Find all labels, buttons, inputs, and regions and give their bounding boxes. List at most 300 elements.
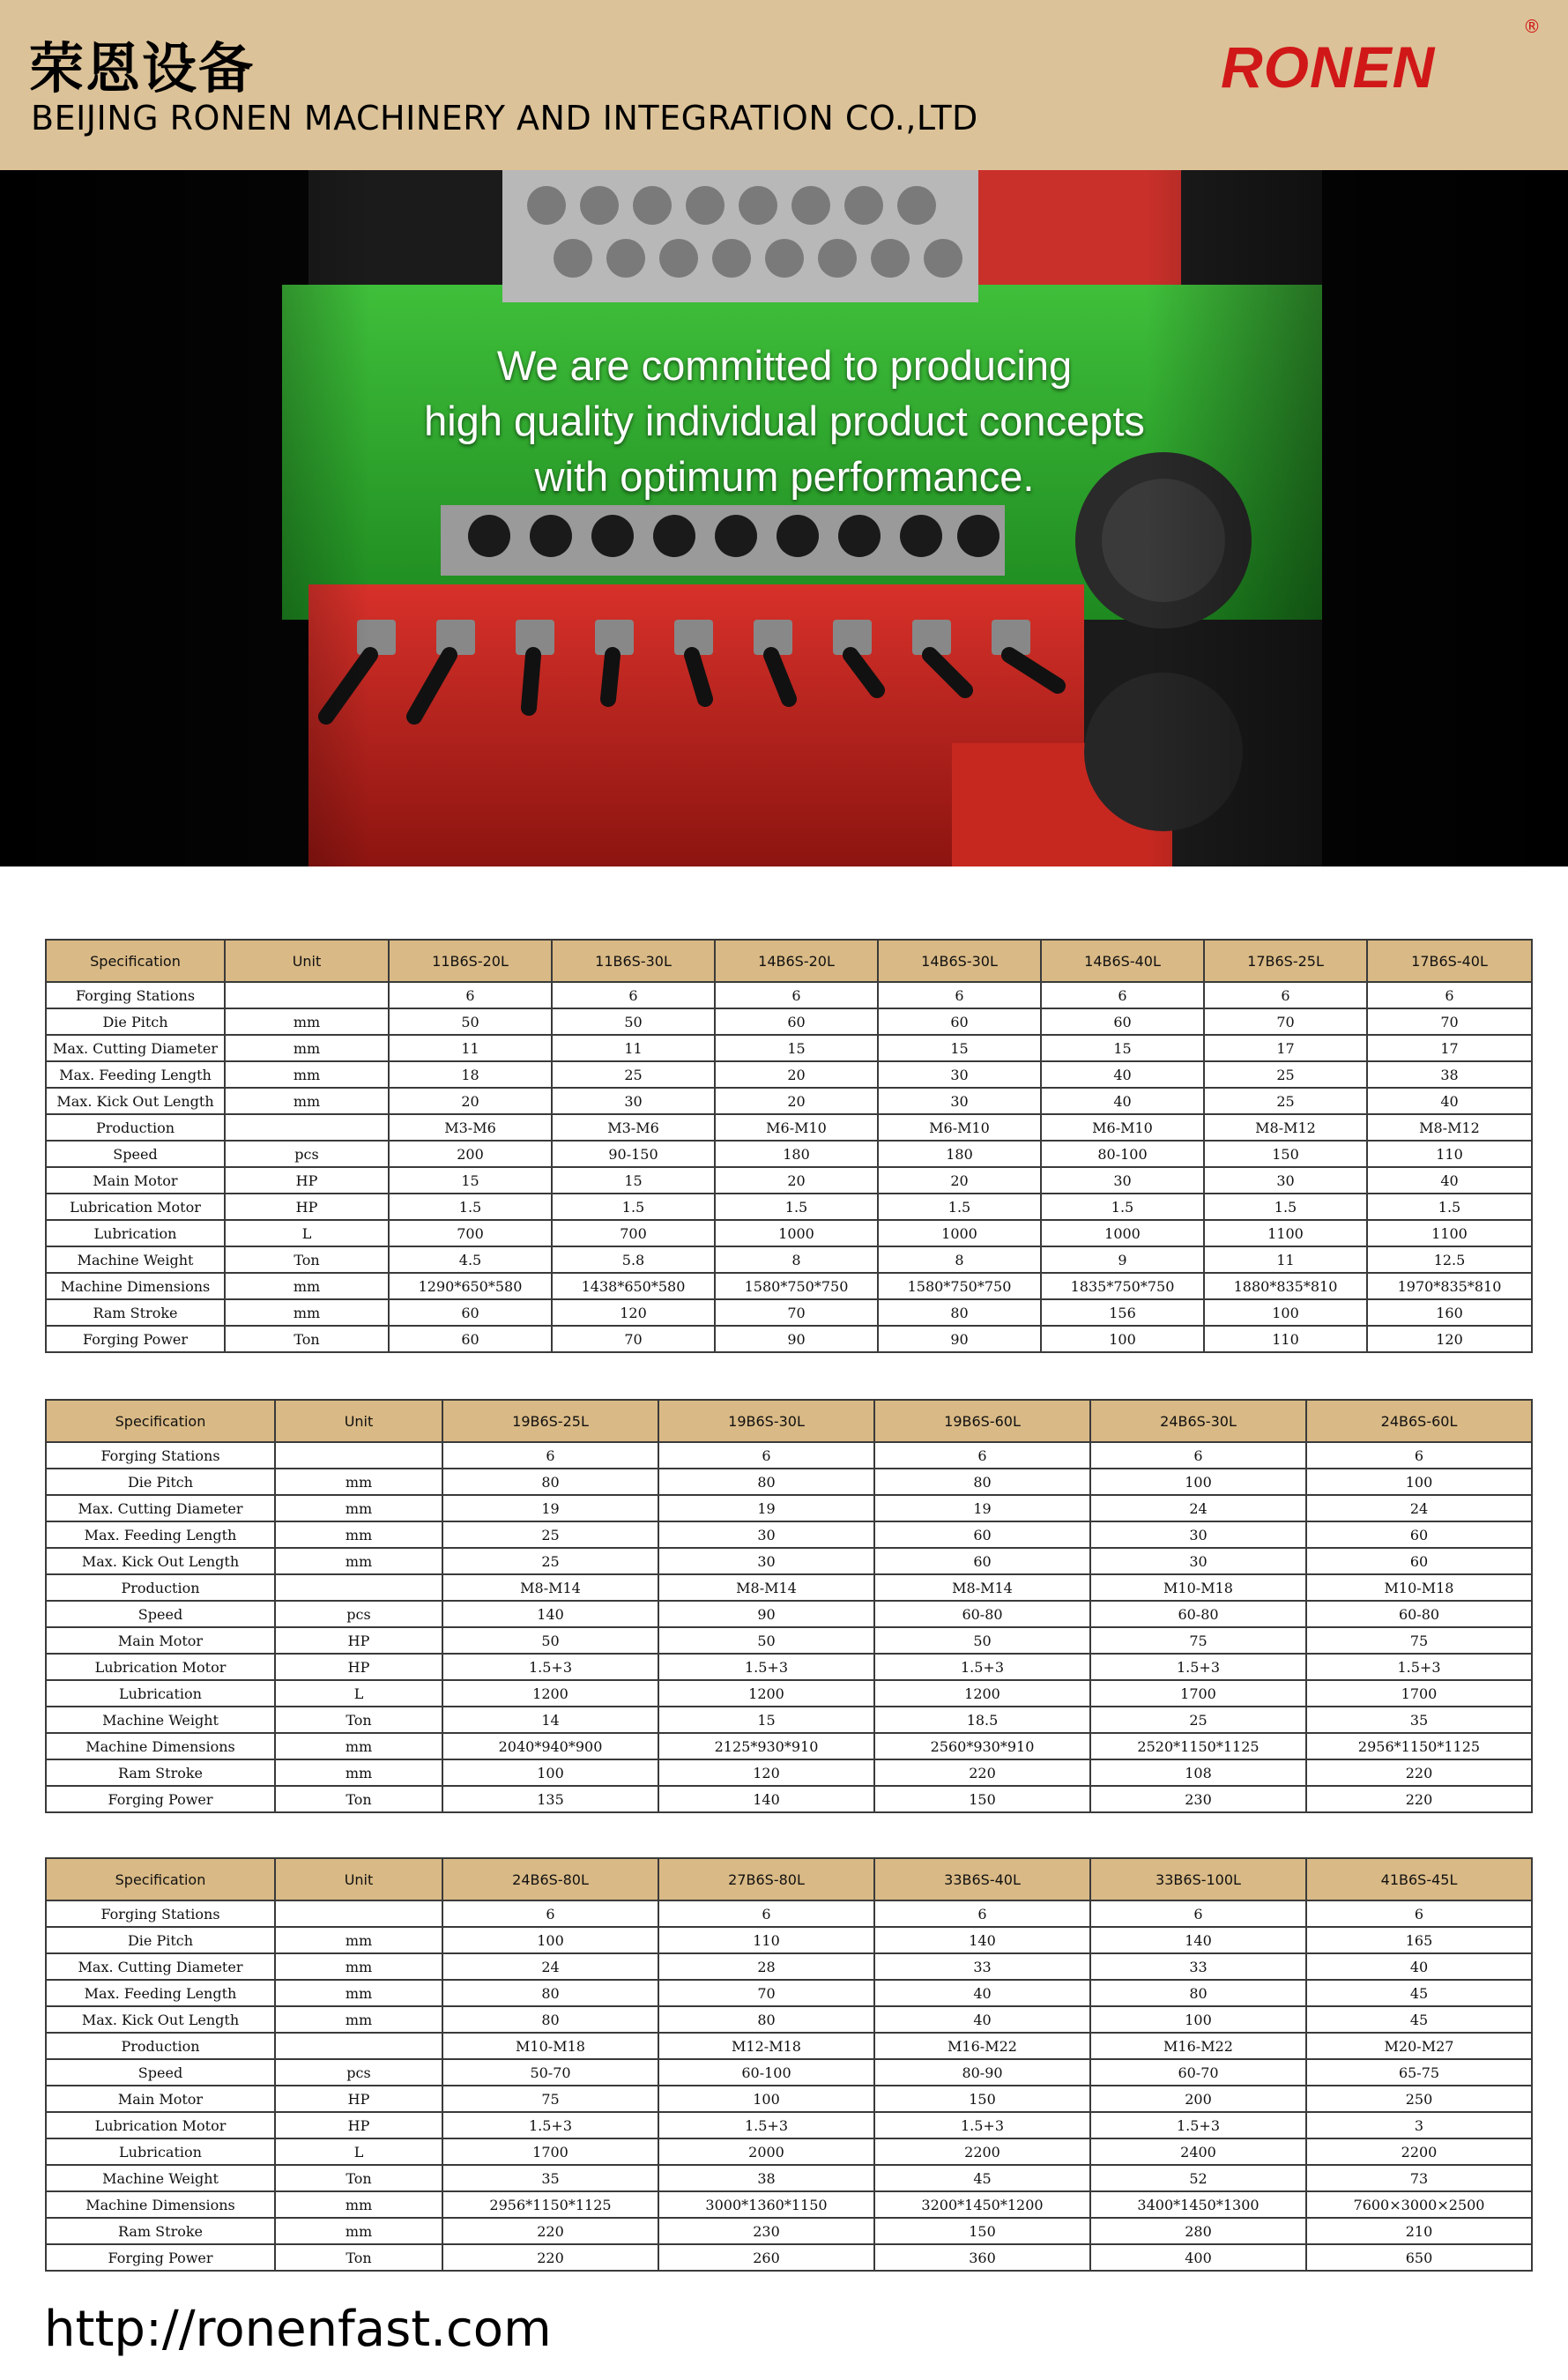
value-cell: 140 [1090,1927,1306,1953]
value-cell: M6-M10 [878,1114,1041,1141]
value-cell: 15 [878,1035,1041,1061]
unit-cell: mm [275,1953,442,1980]
value-cell: 75 [1090,1627,1306,1654]
value-cell: 60-100 [658,2059,874,2086]
value-cell: 6 [658,1900,874,1927]
spec-label: Forging Power [46,1786,275,1812]
spec-table-3 [45,1857,1533,2272]
value-cell: 38 [658,2165,874,2191]
spec-label: Max. Kick Out Length [46,2006,275,2033]
table-row [46,1194,1532,1220]
value-cell: 60 [874,1548,1090,1574]
value-cell: 11 [389,1035,552,1061]
value-cell: 9 [1041,1246,1204,1273]
spec-label: Max. Feeding Length [46,1061,225,1088]
value-cell: 19 [442,1495,658,1521]
value-cell: 40 [1367,1088,1532,1114]
value-cell: 110 [658,1927,874,1953]
spec-label: Lubrication [46,1680,275,1707]
value-cell: M16-M22 [1090,2033,1306,2059]
value-cell: 2956*1150*1125 [442,2191,658,2218]
value-cell: 60 [1306,1548,1532,1574]
value-cell: 250 [1306,2086,1532,2112]
value-cell: 4.5 [389,1246,552,1273]
spec-label: Forging Stations [46,982,225,1008]
table-header-row [46,940,1532,982]
value-cell: 70 [1367,1008,1532,1035]
table-row [46,2059,1532,2086]
unit-cell: HP [275,2112,442,2138]
unit-cell: mm [225,1088,389,1114]
table-row [46,2086,1532,2112]
value-cell: 6 [389,982,552,1008]
value-cell: 230 [658,2218,874,2244]
unit-cell: Ton [275,1786,442,1812]
value-cell: 6 [1306,1900,1532,1927]
table-row [46,1008,1532,1035]
table-row [46,1299,1532,1326]
value-cell: 50 [874,1627,1090,1654]
unit-cell: Ton [225,1326,389,1352]
spec-label: Max. Cutting Diameter [46,1035,225,1061]
header-model: 41B6S-45L [1306,1858,1532,1900]
table-row [46,1326,1532,1352]
spec-label: Speed [46,1601,275,1627]
value-cell: 90 [715,1326,878,1352]
value-cell: 11 [552,1035,715,1061]
table-row [46,1442,1532,1469]
spec-label: Machine Dimensions [46,2191,275,2218]
value-cell: 1200 [442,1680,658,1707]
header-model: 14B6S-40L [1041,940,1204,982]
header-unit: Unit [275,1400,442,1442]
table-row [46,1654,1532,1680]
value-cell: 230 [1090,1786,1306,1812]
value-cell: 25 [1204,1088,1367,1114]
value-cell: 6 [442,1900,658,1927]
unit-cell [275,1574,442,1601]
value-cell: 80 [442,1469,658,1495]
value-cell: 30 [1204,1167,1367,1194]
header-model: 24B6S-30L [1090,1400,1306,1442]
value-cell: 100 [1090,2006,1306,2033]
value-cell: 165 [1306,1927,1532,1953]
value-cell: 7600×3000×2500 [1306,2191,1532,2218]
spec-label: Main Motor [46,2086,275,2112]
unit-cell: L [275,1680,442,1707]
header-model: 19B6S-60L [874,1400,1090,1442]
value-cell: M10-M18 [442,2033,658,2059]
value-cell: 60 [874,1521,1090,1548]
value-cell: 15 [715,1035,878,1061]
value-cell: 30 [1090,1548,1306,1574]
spec-table-1 [45,939,1533,1353]
value-cell: 90-150 [552,1141,715,1167]
value-cell: 650 [1306,2244,1532,2271]
spec-label: Machine Dimensions [46,1273,225,1299]
value-cell: 100 [1204,1299,1367,1326]
value-cell: 3000*1360*1150 [658,2191,874,2218]
value-cell: 45 [1306,2006,1532,2033]
spec-label: Lubrication Motor [46,1194,225,1220]
value-cell: 120 [658,1759,874,1786]
value-cell: 1.5 [389,1194,552,1220]
value-cell: 70 [1204,1008,1367,1035]
value-cell: 120 [1367,1326,1532,1352]
value-cell: 60 [389,1299,552,1326]
value-cell: 15 [658,1707,874,1733]
value-cell: 60-80 [1090,1601,1306,1627]
value-cell: 1100 [1367,1220,1532,1246]
spec-label: Max. Cutting Diameter [46,1495,275,1521]
table-row [46,1273,1532,1299]
value-cell: 700 [389,1220,552,1246]
unit-cell: mm [275,1469,442,1495]
header-model: 24B6S-80L [442,1858,658,1900]
unit-cell: mm [275,1495,442,1521]
value-cell: 80 [878,1299,1041,1326]
header-model: 33B6S-100L [1090,1858,1306,1900]
value-cell: 2000 [658,2138,874,2165]
value-cell: 70 [715,1299,878,1326]
value-cell: 1000 [715,1220,878,1246]
header-model: 11B6S-20L [389,940,552,982]
value-cell: 30 [878,1061,1041,1088]
spec-label: Max. Kick Out Length [46,1088,225,1114]
table-row [46,2138,1532,2165]
unit-cell: mm [275,1521,442,1548]
value-cell: 75 [1306,1627,1532,1654]
spec-label: Machine Dimensions [46,1733,275,1759]
value-cell: 2400 [1090,2138,1306,2165]
slogan-line-1: We are committed to producing [496,342,1073,389]
value-cell: 3400*1450*1300 [1090,2191,1306,2218]
unit-cell: mm [275,1548,442,1574]
value-cell: 220 [874,1759,1090,1786]
value-cell: 2125*930*910 [658,1733,874,1759]
value-cell: M8-M12 [1204,1114,1367,1141]
value-cell: 180 [715,1141,878,1167]
table-row [46,1953,1532,1980]
table-row [46,2006,1532,2033]
value-cell: 700 [552,1220,715,1246]
unit-cell: mm [225,1008,389,1035]
spec-label: Forging Stations [46,1900,275,1927]
value-cell: 33 [1090,1953,1306,1980]
header-model: 17B6S-25L [1204,940,1367,982]
value-cell: 140 [442,1601,658,1627]
value-cell: M8-M14 [874,1574,1090,1601]
table-row [46,1574,1532,1601]
value-cell: 1.5+3 [1090,1654,1306,1680]
value-cell: 75 [442,2086,658,2112]
table-header-row [46,1400,1532,1442]
table-row [46,1980,1532,2006]
spec-label: Machine Weight [46,1246,225,1273]
value-cell: 65-75 [1306,2059,1532,2086]
spec-label: Lubrication Motor [46,1654,275,1680]
value-cell: 14 [442,1707,658,1733]
value-cell: 60-80 [874,1601,1090,1627]
registered-trademark-icon: ® [1523,16,1541,37]
value-cell: 40 [874,2006,1090,2033]
value-cell: 60-70 [1090,2059,1306,2086]
header-model: 14B6S-30L [878,940,1041,982]
header-specification: Specification [46,1858,275,1900]
value-cell: 5.8 [552,1246,715,1273]
table-row [46,1246,1532,1273]
value-cell: 6 [1090,1442,1306,1469]
value-cell: 6 [878,982,1041,1008]
value-cell: 30 [1041,1167,1204,1194]
value-cell: 1700 [442,2138,658,2165]
spec-label: Machine Weight [46,2165,275,2191]
value-cell: M8-M14 [442,1574,658,1601]
table-row [46,1601,1532,1627]
table-row [46,1061,1532,1088]
value-cell: 6 [715,982,878,1008]
value-cell: 1100 [1204,1220,1367,1246]
value-cell: 24 [442,1953,658,1980]
value-cell: 30 [658,1548,874,1574]
spec-label: Die Pitch [46,1469,275,1495]
value-cell: 24 [1306,1495,1532,1521]
value-cell: 6 [1306,1442,1532,1469]
value-cell: 45 [874,2165,1090,2191]
unit-cell: Ton [275,2244,442,2271]
value-cell: 8 [715,1246,878,1273]
value-cell: 1.5+3 [442,1654,658,1680]
value-cell: 100 [1090,1469,1306,1495]
value-cell: 150 [874,2218,1090,2244]
value-cell: 1.5+3 [1306,1654,1532,1680]
value-cell: 80 [658,2006,874,2033]
value-cell: 20 [389,1088,552,1114]
table-row [46,1521,1532,1548]
value-cell: 15 [1041,1035,1204,1061]
table-row [46,1927,1532,1953]
spec-label: Max. Feeding Length [46,1521,275,1548]
table-row [46,1167,1532,1194]
value-cell: 50 [658,1627,874,1654]
value-cell: 1000 [1041,1220,1204,1246]
value-cell: M8-M14 [658,1574,874,1601]
spec-label: Max. Kick Out Length [46,1548,275,1574]
spec-label: Production [46,2033,275,2059]
table-row [46,2112,1532,2138]
spec-table-2 [45,1399,1533,1813]
value-cell: 6 [1204,982,1367,1008]
table-row [46,1627,1532,1654]
page-header [0,0,1568,170]
unit-cell: mm [225,1273,389,1299]
value-cell: 35 [442,2165,658,2191]
unit-cell: HP [275,2086,442,2112]
unit-cell: mm [275,1733,442,1759]
value-cell: 2956*1150*1125 [1306,1733,1532,1759]
spec-label: Forging Power [46,1326,225,1352]
hero-banner [0,170,1568,866]
value-cell: 20 [715,1167,878,1194]
unit-cell: pcs [225,1141,389,1167]
value-cell: 150 [1204,1141,1367,1167]
value-cell: 180 [878,1141,1041,1167]
value-cell: M3-M6 [389,1114,552,1141]
value-cell: 1700 [1090,1680,1306,1707]
value-cell: 40 [1367,1167,1532,1194]
table-row [46,982,1532,1008]
value-cell: 40 [874,1980,1090,2006]
value-cell: 1200 [874,1680,1090,1707]
value-cell: 80 [442,1980,658,2006]
value-cell: 6 [874,1442,1090,1469]
unit-cell: Ton [225,1246,389,1273]
value-cell: M16-M22 [874,2033,1090,2059]
value-cell: 200 [1090,2086,1306,2112]
header-model: 19B6S-25L [442,1400,658,1442]
value-cell: M20-M27 [1306,2033,1532,2059]
website-link[interactable]: http://ronenfast.com [44,2301,552,2358]
value-cell: 19 [874,1495,1090,1521]
unit-cell: mm [225,1299,389,1326]
table-row [46,2218,1532,2244]
value-cell: 30 [878,1088,1041,1114]
header-unit: Unit [225,940,389,982]
value-cell: 150 [874,2086,1090,2112]
value-cell: 45 [1306,1980,1532,2006]
value-cell: 220 [1306,1759,1532,1786]
unit-cell: pcs [275,1601,442,1627]
unit-cell: mm [275,1980,442,2006]
table-row [46,1733,1532,1759]
value-cell: 1.5+3 [658,1654,874,1680]
value-cell: 1.5+3 [874,2112,1090,2138]
value-cell: 1970*835*810 [1367,1273,1532,1299]
value-cell: 100 [442,1927,658,1953]
unit-cell: mm [275,1759,442,1786]
value-cell: 80-100 [1041,1141,1204,1167]
slogan-line-3: with optimum performance. [534,453,1035,500]
value-cell: 1.5 [715,1194,878,1220]
spec-label: Production [46,1114,225,1141]
value-cell: 25 [552,1061,715,1088]
value-cell: 360 [874,2244,1090,2271]
value-cell: 6 [658,1442,874,1469]
table-row [46,1900,1532,1927]
value-cell: 8 [878,1246,1041,1273]
table-header-row [46,1858,1532,1900]
unit-cell [225,982,389,1008]
value-cell: 1.5+3 [874,1654,1090,1680]
header-specification: Specification [46,1400,275,1442]
value-cell: 220 [442,2244,658,2271]
value-cell: M12-M18 [658,2033,874,2059]
table-row [46,1495,1532,1521]
unit-cell [275,1442,442,1469]
value-cell: 140 [658,1786,874,1812]
table-row [46,1759,1532,1786]
table-row [46,2165,1532,2191]
value-cell: 1200 [658,1680,874,1707]
unit-cell: L [225,1220,389,1246]
value-cell: 3 [1306,2112,1532,2138]
value-cell: 6 [442,1442,658,1469]
value-cell: 2040*940*900 [442,1733,658,1759]
company-name-chinese: 荣恩设备 [29,36,256,100]
value-cell: M6-M10 [1041,1114,1204,1141]
value-cell: 17 [1204,1035,1367,1061]
value-cell: 60-80 [1306,1601,1532,1627]
value-cell: 1000 [878,1220,1041,1246]
value-cell: 40 [1041,1061,1204,1088]
unit-cell: mm [225,1035,389,1061]
spec-label: Forging Power [46,2244,275,2271]
value-cell: 30 [1090,1521,1306,1548]
value-cell: 2200 [874,2138,1090,2165]
table-row [46,1548,1532,1574]
value-cell: 19 [658,1495,874,1521]
value-cell: 6 [552,982,715,1008]
value-cell: 60 [389,1326,552,1352]
value-cell: 110 [1367,1141,1532,1167]
spec-label: Max. Feeding Length [46,1980,275,2006]
value-cell: 6 [1090,1900,1306,1927]
value-cell: 2520*1150*1125 [1090,1733,1306,1759]
value-cell: 70 [658,1980,874,2006]
value-cell: 1.5+3 [1090,2112,1306,2138]
value-cell: 1290*650*580 [389,1273,552,1299]
value-cell: 1.5 [1041,1194,1204,1220]
value-cell: 60 [1306,1521,1532,1548]
value-cell: 156 [1041,1299,1204,1326]
value-cell: 2200 [1306,2138,1532,2165]
value-cell: 260 [658,2244,874,2271]
value-cell: 12.5 [1367,1246,1532,1273]
value-cell: 25 [1204,1061,1367,1088]
unit-cell: mm [275,1927,442,1953]
value-cell: 50 [552,1008,715,1035]
table-row [46,1220,1532,1246]
value-cell: 1700 [1306,1680,1532,1707]
value-cell: 6 [1041,982,1204,1008]
ronen-logo: RONEN [1221,34,1436,100]
value-cell: M10-M18 [1306,1574,1532,1601]
value-cell: M8-M12 [1367,1114,1532,1141]
unit-cell: mm [275,2006,442,2033]
unit-cell: mm [275,2191,442,2218]
spec-label: Lubrication Motor [46,2112,275,2138]
spec-label: Ram Stroke [46,1759,275,1786]
value-cell: 25 [1090,1707,1306,1733]
value-cell: 1880*835*810 [1204,1273,1367,1299]
value-cell: 20 [715,1061,878,1088]
value-cell: 100 [1306,1469,1532,1495]
value-cell: 220 [442,2218,658,2244]
value-cell: 90 [658,1601,874,1627]
slogan-line-2: high quality individual product concepts [424,398,1145,444]
value-cell: 33 [874,1953,1090,1980]
value-cell: 1.5 [878,1194,1041,1220]
value-cell: 20 [715,1088,878,1114]
value-cell: 1.5 [1204,1194,1367,1220]
header-model: 24B6S-60L [1306,1400,1532,1442]
machine-photo [0,170,1568,866]
spec-label: Forging Stations [46,1442,275,1469]
unit-cell: Ton [275,2165,442,2191]
unit-cell: Ton [275,1707,442,1733]
value-cell: 1835*750*750 [1041,1273,1204,1299]
spec-label: Speed [46,1141,225,1167]
